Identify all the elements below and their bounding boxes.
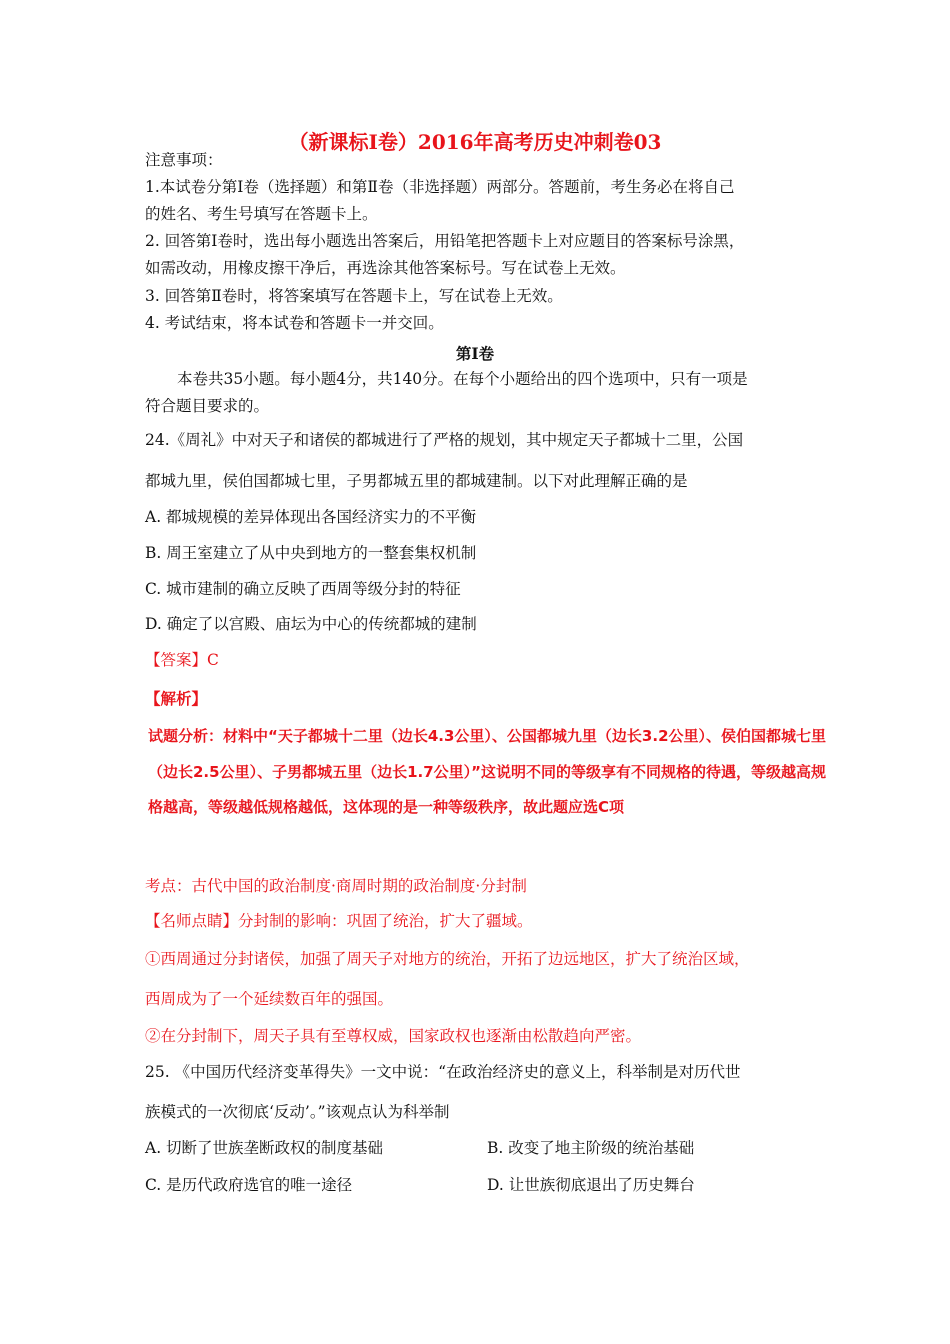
q24-option-a: A. 都城规模的差异体现出各国经济实力的不平衡 <box>145 508 477 526</box>
q24-option-b: B. 周王室建立了从中央到地方的一整套集权机制 <box>145 544 477 562</box>
q24-point-2: ②在分封制下，周天子具有至尊权威，国家政权也逐渐由松散趋向严密。 <box>145 1027 642 1045</box>
notice-line-2a: 2. 回答第Ⅰ卷时，选出每小题选出答案后，用铅笔把答题卡上对应题目的答案标号涂黑， <box>145 232 745 250</box>
q24-analysis-2: （边长2.5公里）、子男都城五里（边长1.7公里）”这说明不同的等级享有不同规格的待遇，等级越高规 <box>148 763 827 781</box>
q24-point-1b: 西周成为了一个延续数百年的强国。 <box>145 990 394 1008</box>
q25-stem-b: 族模式的一次彻底‘反动’。”该观点认为科举制 <box>145 1103 450 1121</box>
q24-stem-a: 24.《周礼》中对天子和诸侯的都城进行了严格的规划，其中规定天子都城十二里，公国 <box>145 431 744 449</box>
section-intro-b: 符合题目要求的。 <box>145 397 270 415</box>
q25-option-b: B. 改变了地主阶级的统治基础 <box>487 1139 695 1157</box>
q24-option-c: C. 城市建制的确立反映了西周等级分封的特征 <box>145 580 461 598</box>
page-title: （新课标Ⅰ卷）2016年高考历史冲刺卷03 <box>288 130 662 154</box>
notice-line-2b: 如需改动，用橡皮擦干净后，再选涂其他答案标号。写在试卷上无效。 <box>145 259 626 277</box>
q24-analysis-3: 格越高，等级越低规格越低，这体现的是一种等级秩序，故此题应选C项 <box>148 798 625 816</box>
notice-line-4: 4. 考试结束，将本试卷和答题卡一并交回。 <box>145 314 444 332</box>
notice-line-3: 3. 回答第Ⅱ卷时，将答案填写在答题卡上，写在试卷上无效。 <box>145 287 563 305</box>
q24-mingshi: 【名师点睛】分封制的影响：巩固了统治，扩大了疆域。 <box>145 912 533 930</box>
q24-analysis-label: 【解析】 <box>145 689 208 708</box>
notice-line-1a: 1.本试卷分第Ⅰ卷（选择题）和第Ⅱ卷（非选择题）两部分。答题前，考生务必在将自己 <box>145 178 735 196</box>
section-heading: 第Ⅰ卷 <box>455 344 495 363</box>
notice-heading: 注意事项： <box>145 151 223 169</box>
q24-point-1a: ①西周通过分封诸侯，加强了周天子对地方的统治，开拓了边远地区，扩大了统治区域， <box>145 950 750 968</box>
q24-answer: 【答案】C <box>145 651 219 669</box>
notice-line-1b: 的姓名、考生号填写在答题卡上。 <box>145 205 378 223</box>
q25-stem-a: 25. 《中国历代经济变革得失》一文中说：“在政治经济史的意义上，科举制是对历代世 <box>145 1063 741 1081</box>
q24-option-d: D. 确定了以宫殿、庙坛为中心的传统都城的建制 <box>145 615 477 633</box>
q25-option-a: A. 切断了世族垄断政权的制度基础 <box>145 1139 384 1157</box>
q24-stem-b: 都城九里，侯伯国都城七里，子男都城五里的都城建制。以下对此理解正确的是 <box>145 472 688 490</box>
q25-option-d: D. 让世族彻底退出了历史舞台 <box>487 1176 695 1194</box>
q24-analysis-1: 试题分析：材料中“天子都城十二里（边长4.3公里）、公国都城九里（边长3.2公里）、侯伯国都城七里 <box>148 727 827 745</box>
q24-kaodian: 考点：古代中国的政治制度·商周时期的政治制度·分封制 <box>145 877 527 895</box>
section-intro-a: 本卷共35小题。每小题4分，共140分。在每个小题给出的四个选项中，只有一项是 <box>177 370 748 388</box>
q25-option-c: C. 是历代政府选官的唯一途径 <box>145 1176 353 1194</box>
